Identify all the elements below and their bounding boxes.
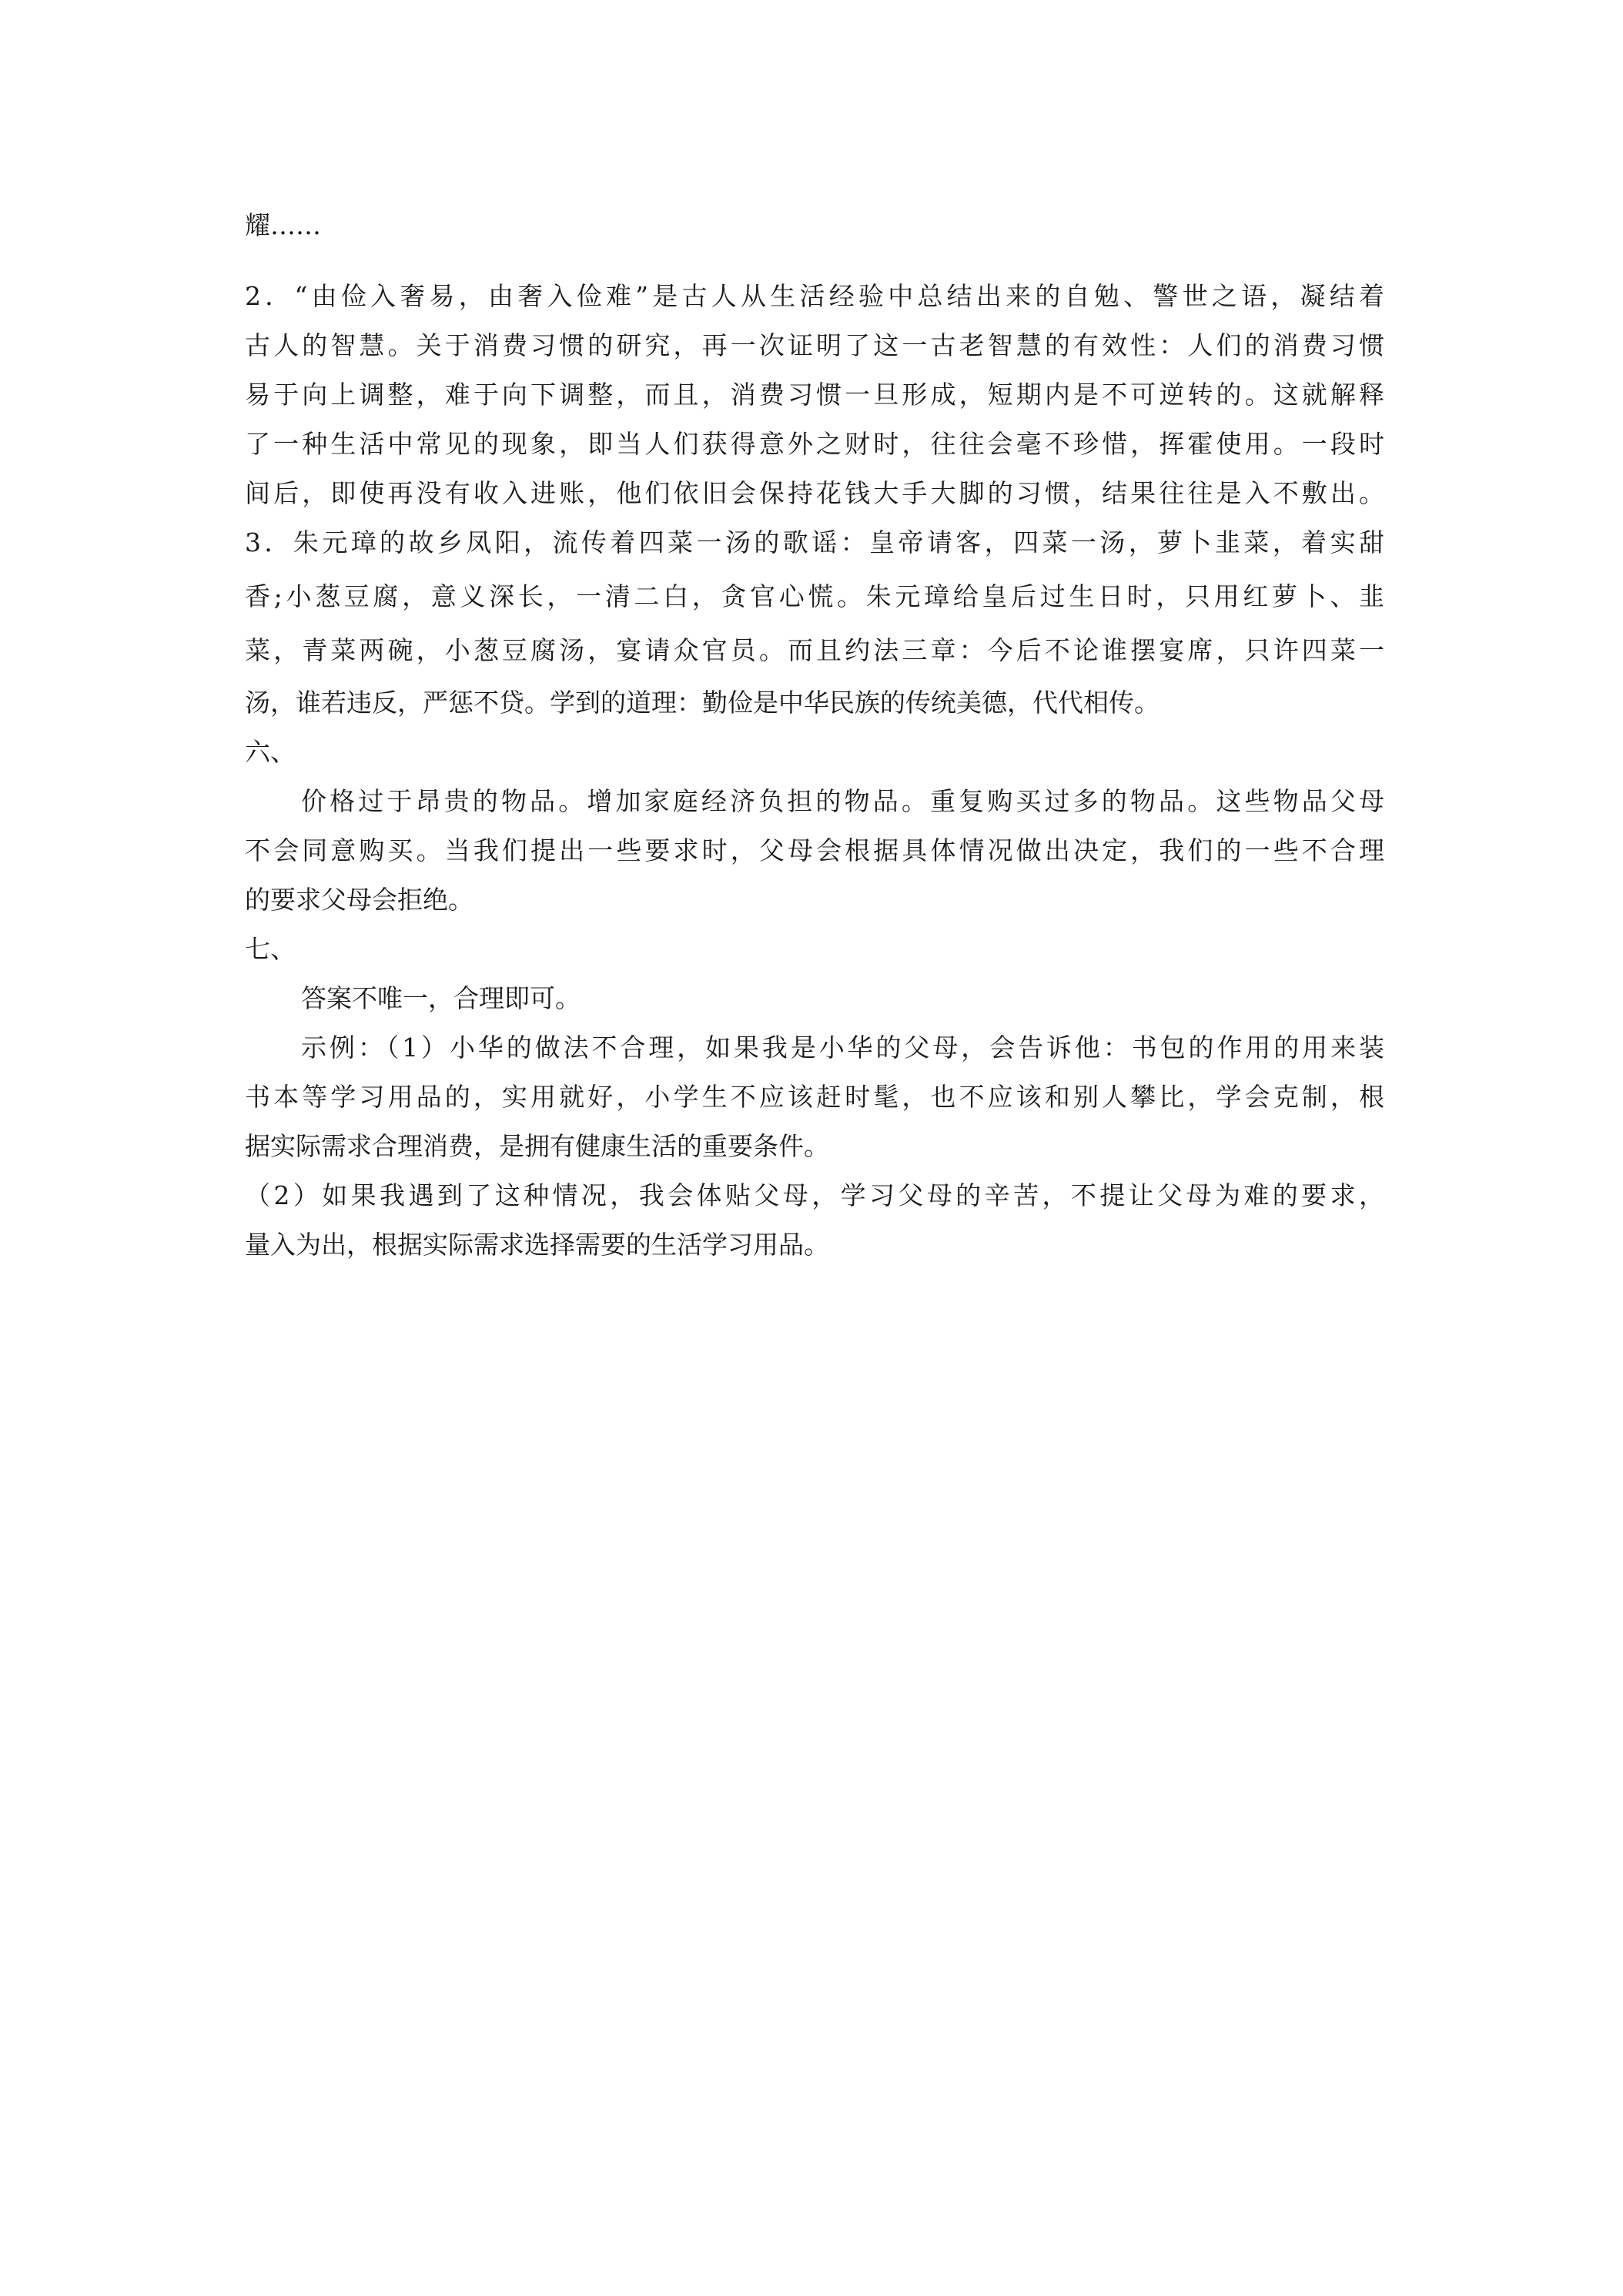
text-line: 香;小葱豆腐，意义深长，一清二白，贪官心慌。朱元璋给皇后过生日时，只用红萝卜、韭	[245, 581, 1384, 611]
text-line: （2）如果我遇到了这种情况，我会体贴父母，学习父母的辛苦，不提让父母为难的要求，	[245, 1180, 1384, 1210]
item-3-line: 3．朱元璋的故乡凤阳，流传着四菜一汤的歌谣：皇帝请客，四菜一汤，萝卜韭菜，着实甜	[245, 527, 1384, 557]
text-line: 量入为出，根据实际需求选择需要的生活学习用品。	[245, 1230, 829, 1260]
item-2-line: 2．“由俭入奢易，由奢入俭难”是古人从生活经验中总结出来的自勉、警世之语，凝结着	[245, 281, 1384, 311]
text-line: 的要求父母会拒绝。	[245, 885, 474, 915]
text-line: 据实际需求合理消费，是拥有健康生活的重要条件。	[245, 1131, 829, 1161]
text-line: 耀……	[245, 210, 321, 240]
text-line: 了一种生活中常见的现象，即当人们获得意外之财时，往往会毫不珍惜，挥霍使用。一段时	[245, 429, 1384, 459]
text-line: 不会同意购买。当我们提出一些要求时，父母会根据具体情况做出决定，我们的一些不合理	[245, 835, 1384, 865]
text-line: 价格过于昂贵的物品。增加家庭经济负担的物品。重复购买过多的物品。这些物品父母	[301, 786, 1384, 816]
text-line: 菜，青菜两碗，小葱豆腐汤，宴请众官员。而且约法三章：今后不论谁摆宴席，只许四菜一	[245, 635, 1384, 665]
text-line: 答案不唯一，合理即可。	[301, 983, 581, 1013]
section-heading-six: 六、	[245, 737, 296, 767]
text-line: 古人的智慧。关于消费习惯的研究，再一次证明了这一古老智慧的有效性：人们的消费习惯	[245, 330, 1384, 360]
text-line: 汤，谁若违反，严惩不贷。学到的道理：勤俭是中华民族的传统美德，代代相传。	[245, 688, 1160, 718]
section-heading-seven: 七、	[245, 934, 296, 964]
text-line: 示例：（1）小华的做法不合理，如果我是小华的父母，会告诉他：书包的作用的用来装	[301, 1033, 1384, 1063]
text-line: 易于向上调整，难于向下调整，而且，消费习惯一旦形成，短期内是不可逆转的。这就解释	[245, 380, 1384, 410]
text-line: 间后，即使再没有收入进账，他们依旧会保持花钱大手大脚的习惯，结果往往是入不敷出。	[245, 478, 1384, 508]
text-line: 书本等学习用品的，实用就好，小学生不应该赶时髦，也不应该和别人攀比，学会克制，根	[245, 1082, 1384, 1112]
